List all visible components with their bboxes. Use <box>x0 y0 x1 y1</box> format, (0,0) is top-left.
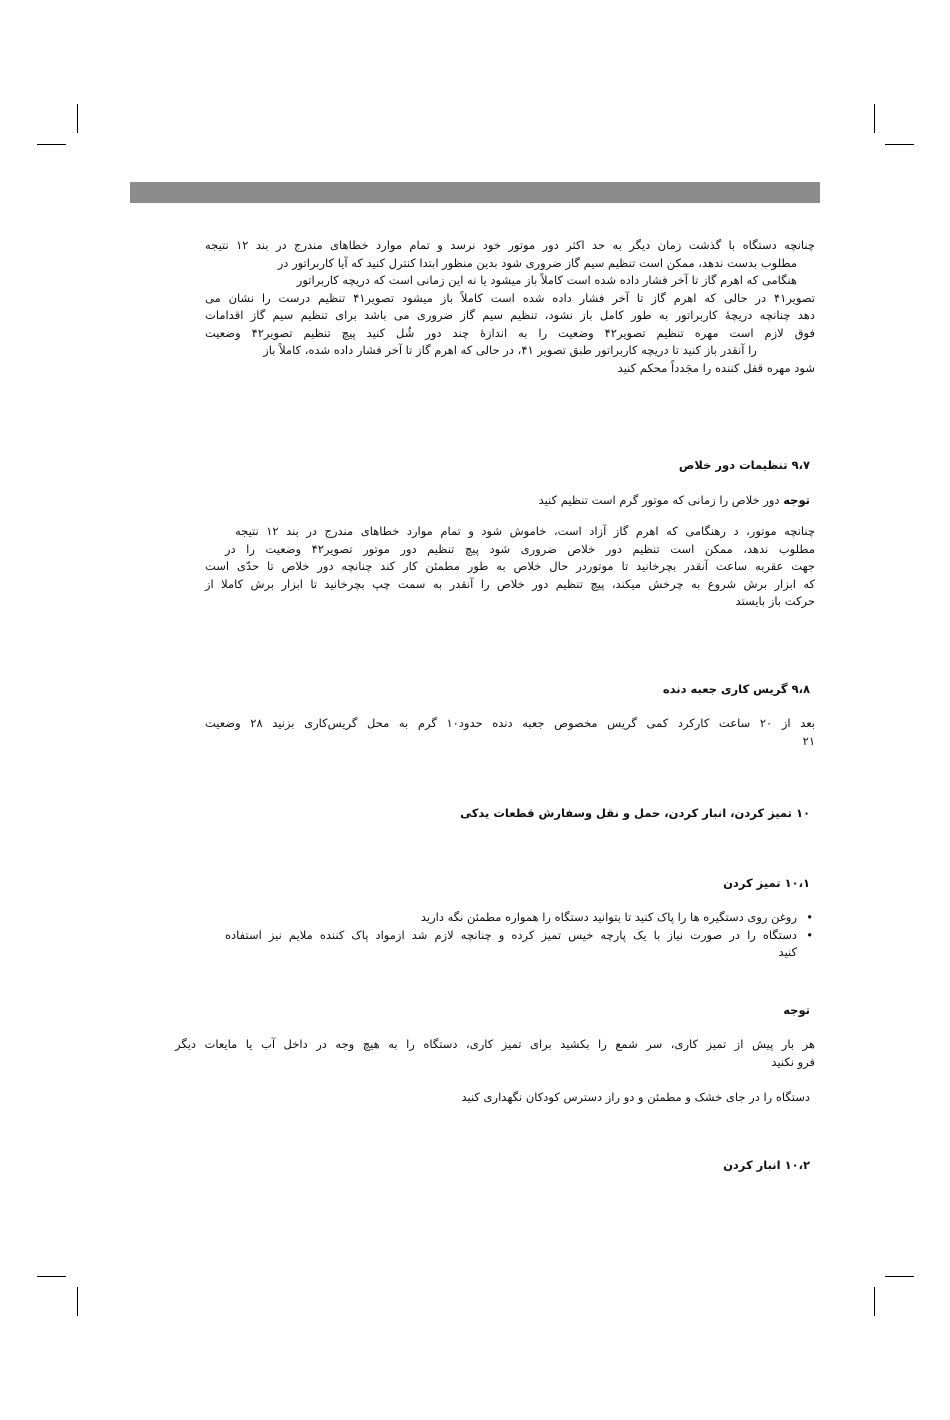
crop-mark-bottom-left-vertical <box>77 1287 78 1316</box>
bullet-item <box>225 909 815 927</box>
section-9-8-paragraph <box>205 715 815 750</box>
storage-paragraph <box>461 1089 810 1107</box>
header-bar <box>130 182 820 203</box>
section-9-7-note <box>539 492 810 510</box>
section-9-8-line: ۲۱ <box>802 733 815 748</box>
intro-line: دهد چنانچه دریچهٔ کاربراتور به طور کامل باز نشود، تنظیم سیم گاز ضروری می باشد برای تنظیم سیم گاز اقدامات <box>205 308 815 322</box>
section-9-7-line: چنانچه موتور، د رهنگامی که اهرم گاز آزاد است، خاموش شود و تمام موارد خطاهای مندرج در بند ۱۲ نتیجه <box>235 524 815 538</box>
intro-line: مطلوب بدست ندهد، ممکن است تنظیم سیم گاز ضروری شود بدین منظور ابتدا کنترل کنید که آیا کاربراتور در <box>277 255 797 270</box>
crop-mark-bottom-left-horizontal <box>37 1276 66 1277</box>
intro-line: شود مهره قفل کننده را مجَدداً محکم کنید <box>617 360 815 375</box>
intro-line: چنانچه دستگاه با گذشت زمان دیگر به حد اکثر دور موتور خود نرسد و تمام موارد خطاهای مندرج در بند ۱۲ نتیجه <box>205 238 815 252</box>
section-10-2-heading: ۱۰،۲ انبار کردن <box>723 1158 810 1172</box>
section-9-7-heading: ۹،۷ تنظیمات دور خلاص <box>678 458 810 472</box>
intro-line: فوق لازم است مهره تنظیم تصویر۴۲ وضعیت را به اندازهٔ چند دور شُل کنید پیچ تنظیم تصویر۴۲ وضعیت <box>205 325 815 340</box>
section-9-7-paragraph <box>205 523 815 611</box>
section-9-7-line: جهت عقربه ساعت آنقدر بچرخانید تا موتوردر حال خلاص به طور مطمئن کار کند چنانچه دور خلاص تا حدّی است <box>205 559 815 573</box>
intro-paragraph <box>205 237 815 377</box>
bullet-dot-icon: • <box>806 910 813 924</box>
section-9-7-line: که ابزار برش شروع به چرخش میکند، پیچ تنظیم دور خلاص را آنقدر به سمت چپ بچرخانید تا ابزار برش کاملا از <box>205 576 815 591</box>
bullet-text: دستگاه را در صورت نیاز با یک پارچه خیس تمیز کرده و چنانچه لازم شد ازمواد پاک کننده ملایم نیز استفاده <box>225 927 797 942</box>
section-10-1-heading: ۱۰،۱ تمیز کردن <box>723 876 810 890</box>
section-9-8-heading: ۹،۸ گریس کاری جعبه دنده <box>662 682 810 696</box>
intro-line: هنگامی که اهرم گاز تا آخر فشار داده شده است کاملاً باز میشود یا نه این زمانی است که دریچه کاربراتور <box>296 273 797 287</box>
warning-paragraph <box>175 1036 815 1071</box>
warning-line: فرو نکنید <box>771 1054 815 1069</box>
bullet-text: کنید <box>778 945 797 959</box>
bullet-dot-icon: • <box>806 927 813 942</box>
intro-line: را آنقدر باز کنید تا دریچه کاربراتور طبق تصویر ۴۱، در حالی که اهرم گاز تا آخر فشار داده شده، کاملاً باز <box>263 343 757 357</box>
crop-mark-bottom-right-vertical <box>874 1287 875 1316</box>
bullet-item <box>225 927 815 962</box>
section-10-1-bullets <box>225 909 815 962</box>
crop-mark-bottom-right-horizontal <box>885 1276 914 1277</box>
crop-mark-top-right-horizontal <box>885 144 914 145</box>
note-label: توجه <box>783 493 810 507</box>
section-9-7-line: مطلوب ندهد، ممکن است تنظیم دور خلاص ضروری شود پیچ تنظیم دور موتور تصویر۴۲ وضعیت را در <box>225 541 815 556</box>
bullet-text: روغن روی دستگیره ها را پاک کنید تا بتوانید دستگاه را همواره مطمئن نگه دارید <box>420 910 797 924</box>
section-9-7-line: حرکت باز بایستد <box>735 594 815 608</box>
crop-mark-top-left-vertical <box>77 104 78 133</box>
warning-line: هر بار پیش از تمیز کاری، سر شمع را بکشید برای تمیز کاری، دستگاه را به هیچ وجه در داخل آب یا مایعات دیگر <box>175 1037 815 1051</box>
section-9-8-line: بعد از ۲۰ ساعت کارکرد کمی گریس مخصوص جعبه دنده حدود۱۰ گرم به محل گریس‌کاری بزنید ۲۸ وضعیت <box>205 716 815 730</box>
note-heading: توجه <box>783 1003 810 1017</box>
note-text: دور خلاص را زمانی که موتور گرم است تنظیم کنید <box>538 493 784 507</box>
storage-line: دستگاه را در جای خشک و مطمئن و دو راز دسترس کودکان نگهداری کنید <box>461 1090 810 1104</box>
crop-mark-top-right-vertical <box>874 104 875 133</box>
crop-mark-top-left-horizontal <box>37 144 66 145</box>
section-10-heading: ۱۰ تمیز کردن، انبار کردن، حمل و نقل وسفارش قطعات یدکی <box>460 806 810 820</box>
intro-line: تصویر۴۱ در حالی که اهرم گاز تا آخر فشار داده شده است کاملاً باز میشود تصویر۴۱ تنظیم درست را نشان می <box>205 290 815 305</box>
